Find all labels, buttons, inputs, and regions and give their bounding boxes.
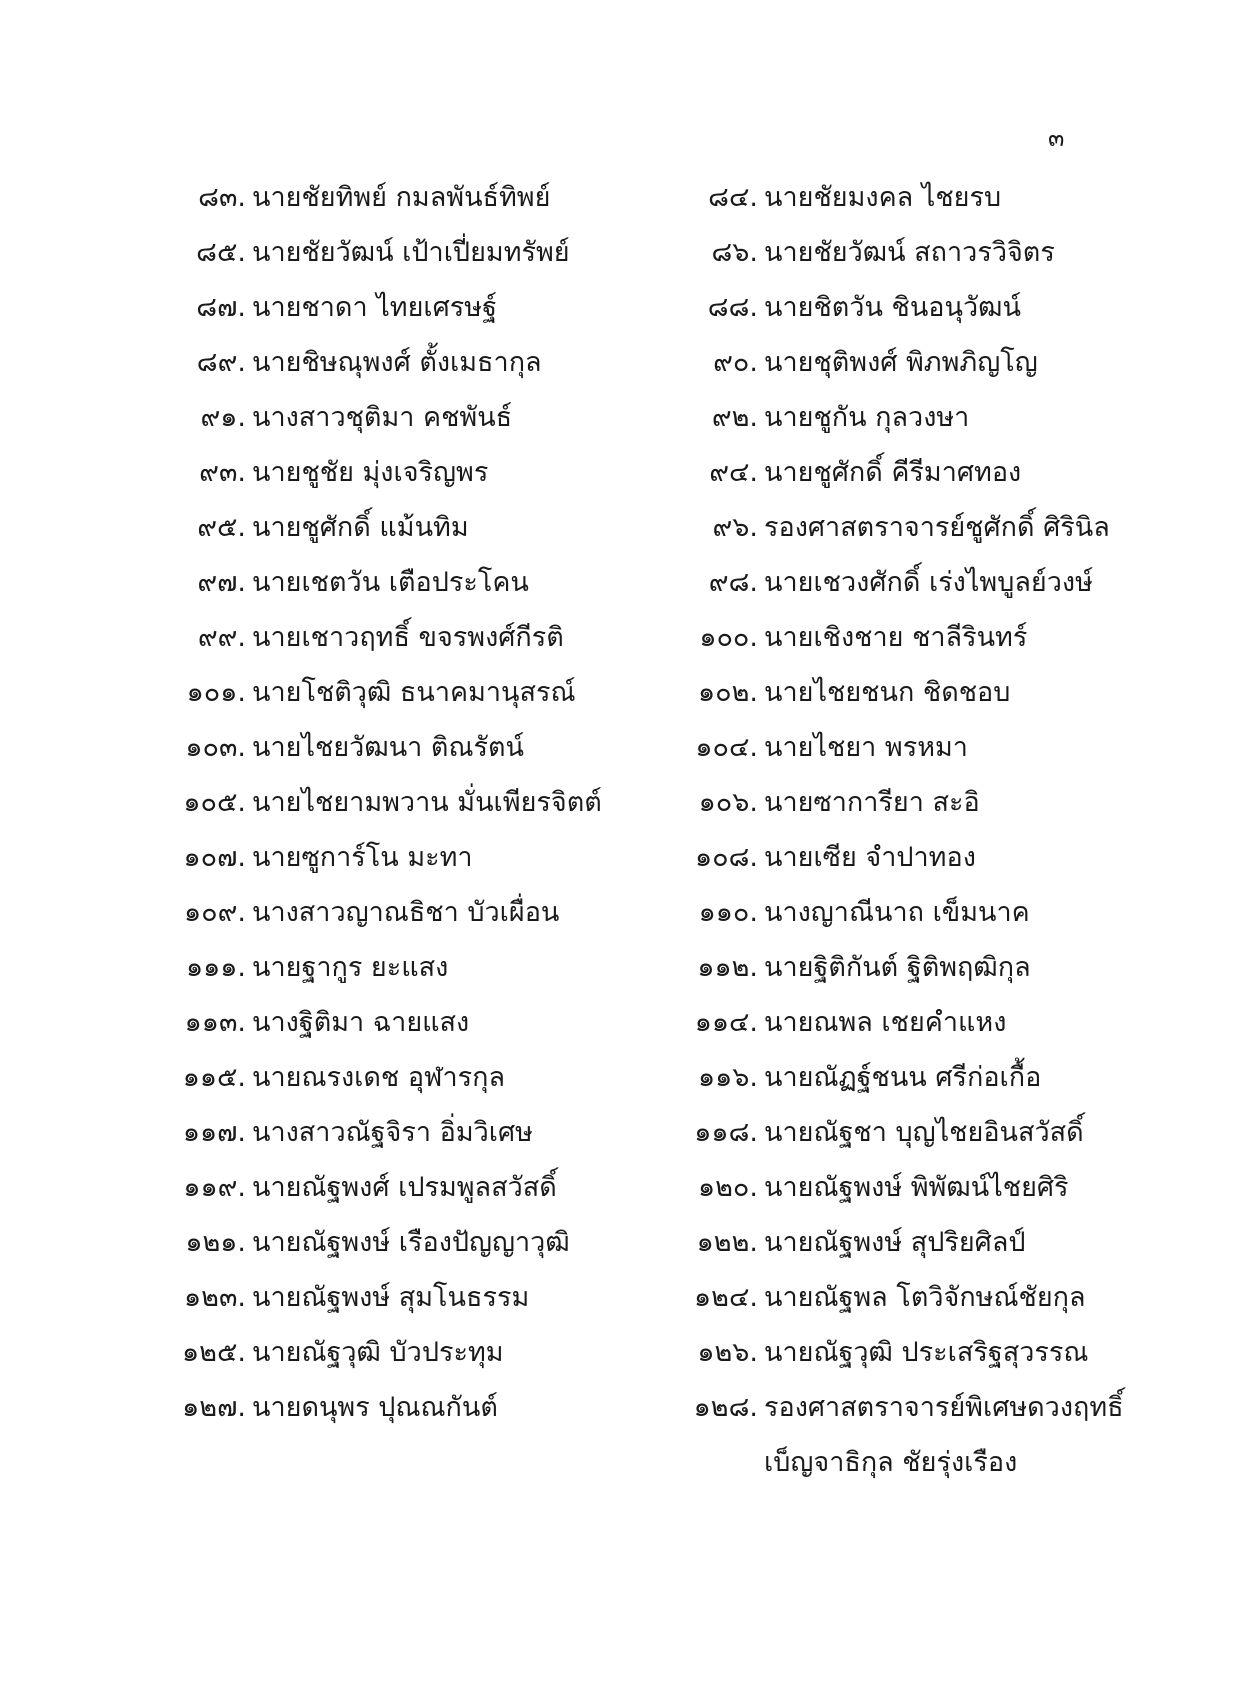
item-name: นายซูการ์โน มะทา bbox=[252, 842, 473, 873]
item-name-block bbox=[252, 563, 529, 603]
item-name-block bbox=[252, 1003, 469, 1043]
item-name-block bbox=[764, 1003, 1006, 1043]
item-name-block bbox=[252, 1168, 557, 1208]
list-item bbox=[630, 948, 1246, 1003]
item-number: ๑๐๐. bbox=[699, 622, 758, 653]
item-name-block bbox=[252, 948, 448, 988]
item-number: ๑๐๗. bbox=[183, 842, 246, 873]
item-name: นายณัฐพงษ์ เรืองปัญญาวุฒิ bbox=[252, 1227, 570, 1258]
list-item bbox=[630, 1003, 1246, 1058]
item-name: นายชิตวัน ชินอนุวัฒน์ bbox=[764, 292, 1021, 323]
list-item bbox=[630, 618, 1246, 673]
list-item bbox=[0, 1168, 630, 1223]
list-item bbox=[0, 563, 630, 618]
item-name-block bbox=[764, 178, 1001, 218]
item-name: นายเซีย จำปาทอง bbox=[764, 842, 976, 873]
item-name-block bbox=[764, 1168, 1069, 1208]
item-number: ๘๘. bbox=[707, 292, 758, 323]
list-item bbox=[630, 563, 1246, 618]
item-name-block bbox=[252, 178, 550, 218]
item-name: นายณัฐพงศ์ เปรมพูลสวัสดิ์ bbox=[252, 1172, 557, 1203]
list-item bbox=[0, 1388, 630, 1443]
item-name-block bbox=[764, 233, 1055, 273]
item-name: นายชาดา ไทยเศรษฐ์ bbox=[252, 292, 497, 323]
list-item bbox=[0, 1223, 630, 1278]
item-name-block bbox=[252, 233, 570, 273]
list-item bbox=[630, 783, 1246, 838]
list-item bbox=[0, 783, 630, 838]
item-name: นายซาการียา สะอิ bbox=[764, 787, 980, 818]
item-number: ๑๑๐. bbox=[698, 897, 758, 928]
item-name: นายณพล เชยคำแหง bbox=[764, 1007, 1007, 1038]
item-number: ๑๑๓. bbox=[184, 1007, 246, 1038]
item-name-block bbox=[252, 728, 524, 768]
item-name-block bbox=[252, 783, 602, 823]
item-number: ๑๐๒. bbox=[698, 677, 758, 708]
item-name: นายไชยชนก ชิดชอบ bbox=[764, 677, 1011, 708]
list-item bbox=[0, 343, 630, 398]
item-number: ๑๒๓. bbox=[184, 1282, 246, 1313]
item-number: ๘๔. bbox=[708, 182, 758, 213]
list-item bbox=[630, 1113, 1246, 1168]
list-item bbox=[630, 398, 1246, 453]
item-name-block bbox=[252, 288, 497, 328]
list-item bbox=[0, 728, 630, 783]
item-name: นางญาณีนาถ เข็มนาค bbox=[764, 897, 1030, 928]
item-name-block bbox=[764, 673, 1010, 713]
item-name-block bbox=[252, 508, 469, 548]
item-number: ๑๐๑. bbox=[186, 677, 246, 708]
item-name: นายชูกัน กุลวงษา bbox=[764, 402, 970, 433]
list-item bbox=[0, 673, 630, 728]
item-number: ๑๑๒. bbox=[697, 952, 758, 983]
item-name-block bbox=[252, 1333, 504, 1373]
item-number: ๑๒๖. bbox=[697, 1337, 758, 1368]
item-name: นายโชติวุฒิ ธนาคมานุสรณ์ bbox=[252, 677, 576, 708]
item-name: นายณรงเดช อุฬารกุล bbox=[252, 1062, 506, 1093]
item-number: ๘๖. bbox=[711, 237, 758, 268]
list-item bbox=[0, 618, 630, 673]
item-name: นายชัยทิพย์ กมลพันธ์ทิพย์ bbox=[252, 182, 551, 213]
item-number: ๑๑๑. bbox=[186, 952, 246, 983]
item-name-block bbox=[764, 948, 1031, 988]
list-item bbox=[0, 1113, 630, 1168]
item-name-block bbox=[252, 618, 564, 658]
item-name: นางสาวณัฐจิรา อิ่มวิเศษ bbox=[252, 1117, 533, 1148]
item-number: ๑๐๓. bbox=[185, 732, 246, 763]
item-name: นายชูชัย มุ่งเจริญพร bbox=[252, 457, 489, 488]
item-number: ๙๐. bbox=[713, 347, 758, 378]
item-number: ๙๔. bbox=[709, 457, 758, 488]
item-name: นายดนุพร ปุณณกันต์ bbox=[252, 1392, 498, 1423]
item-number: ๙๙. bbox=[197, 622, 246, 653]
list-item bbox=[630, 673, 1246, 728]
item-name: รองศาสตราจารย์ชูศักดิ์ ศิรินิล bbox=[764, 512, 1110, 543]
item-name-block bbox=[764, 343, 1038, 383]
item-name-block bbox=[764, 1333, 1088, 1373]
item-name-block bbox=[252, 1278, 529, 1318]
item-name: นายชัยวัฒน์ สถาวรวิจิตร bbox=[764, 237, 1055, 268]
item-name-block bbox=[252, 1113, 533, 1153]
item-name-block bbox=[252, 1388, 498, 1428]
item-name: นายชูศักดิ์ แม้นทิม bbox=[252, 512, 469, 543]
item-name-block bbox=[764, 893, 1030, 933]
item-number: ๑๒๐. bbox=[698, 1172, 758, 1203]
item-number: ๘๙. bbox=[196, 347, 246, 378]
item-name: นางสาวชุติมา คชพันธ์ bbox=[252, 402, 513, 433]
item-number: ๑๐๙. bbox=[184, 897, 246, 928]
item-number: ๙๗. bbox=[197, 567, 246, 598]
item-name-block bbox=[764, 1278, 1086, 1318]
item-name: นายณัฐพล โตวิจักษณ์ชัยกุล bbox=[764, 1282, 1086, 1313]
list-item bbox=[0, 178, 630, 233]
item-number: ๘๓. bbox=[198, 182, 246, 213]
item-name: นายไชยวัฒนา ติณรัตน์ bbox=[252, 732, 524, 763]
list-item bbox=[630, 1278, 1246, 1333]
list-item bbox=[630, 508, 1246, 563]
item-name: นายชัยวัฒน์ เป้าเปี่ยมทรัพย์ bbox=[252, 237, 570, 268]
list-item bbox=[630, 1333, 1246, 1388]
list-item bbox=[0, 233, 630, 288]
list-item bbox=[0, 398, 630, 453]
item-name-block bbox=[764, 783, 980, 823]
item-number: ๑๐๘. bbox=[694, 842, 758, 873]
item-name-block bbox=[252, 1223, 570, 1263]
item-name-block bbox=[252, 893, 559, 933]
item-name: นายณัฐชา บุญไชยอินสวัสดิ์ bbox=[764, 1117, 1084, 1148]
list-item bbox=[630, 838, 1246, 893]
item-name: นายเชิงชาย ชาลีรินทร์ bbox=[764, 622, 1028, 653]
item-number: ๘๗. bbox=[196, 292, 246, 323]
item-name: นายฐากูร ยะแสง bbox=[252, 952, 449, 983]
item-number: ๙๑. bbox=[200, 402, 246, 433]
item-name-block bbox=[764, 508, 1110, 548]
item-number: ๑๒๕. bbox=[182, 1337, 246, 1368]
item-name-block bbox=[764, 838, 976, 878]
item-name: นายณัฐพงษ์ สุมโนธรรม bbox=[252, 1282, 530, 1313]
item-number: ๙๘. bbox=[708, 567, 758, 598]
item-number: ๑๑๗. bbox=[182, 1117, 246, 1148]
list-item bbox=[630, 453, 1246, 508]
list-item bbox=[630, 288, 1246, 343]
list-item bbox=[0, 1278, 630, 1333]
item-number: ๑๑๙. bbox=[183, 1172, 246, 1203]
list-item bbox=[0, 453, 630, 508]
list-item bbox=[630, 1388, 1246, 1478]
item-name-block bbox=[252, 453, 488, 493]
item-name: นายเชวงศักดิ์ เร่งไพบูลย์วงษ์ bbox=[764, 567, 1093, 598]
item-number: ๙๖. bbox=[712, 512, 758, 543]
item-number: ๑๒๒. bbox=[696, 1227, 758, 1258]
list-item bbox=[630, 178, 1246, 233]
list-item bbox=[630, 728, 1246, 783]
item-name: นายณัฐพงษ์ พิพัฒน์ไชยศิริ bbox=[764, 1172, 1069, 1203]
item-name: รองศาสตราจารย์พิเศษดวงฤทธิ์ bbox=[764, 1392, 1124, 1423]
item-name: นางสาวญาณธิชา บัวเผื่อน bbox=[252, 897, 560, 928]
item-name: นายไชยามพวาน มั่นเพียรจิตต์ bbox=[252, 787, 602, 818]
item-number: ๑๐๕. bbox=[183, 787, 246, 818]
list-item bbox=[0, 508, 630, 563]
item-name: นายชุติพงศ์ พิภพภิญโญ bbox=[764, 347, 1038, 378]
item-name-block bbox=[252, 343, 542, 383]
item-number: ๑๒๑. bbox=[185, 1227, 246, 1258]
item-name: นายณัฐวุฒิ ประเสริฐสุวรรณ bbox=[764, 1337, 1089, 1368]
item-name-block bbox=[764, 288, 1021, 328]
item-number: ๑๒๔. bbox=[694, 1282, 758, 1313]
list-item bbox=[0, 838, 630, 893]
item-name-block bbox=[764, 618, 1027, 658]
item-name-block bbox=[764, 1223, 1026, 1263]
item-number: ๑๐๖. bbox=[698, 787, 758, 818]
item-name-block bbox=[764, 398, 969, 438]
list-item bbox=[630, 1168, 1246, 1223]
list-item bbox=[0, 1333, 630, 1388]
item-name-block bbox=[764, 1113, 1084, 1153]
item-name: นายไชยา พรหมา bbox=[764, 732, 968, 763]
item-number: ๑๐๔. bbox=[695, 732, 758, 763]
item-number: ๑๒๗. bbox=[182, 1392, 246, 1423]
list-item bbox=[0, 1003, 630, 1058]
item-number: ๑๑๕. bbox=[182, 1062, 246, 1093]
list-item bbox=[0, 948, 630, 1003]
item-name-block bbox=[252, 838, 473, 878]
item-name-block bbox=[764, 453, 1021, 493]
item-name-continued: เบ็ญจาธิกุล ชัยรุ่งเรือง bbox=[764, 1447, 1018, 1478]
item-name: นายฐิติกันต์ ฐิติพฤฒิกุล bbox=[764, 952, 1031, 983]
item-name: นางฐิติมา ฉายแสง bbox=[252, 1007, 470, 1038]
item-number: ๑๒๘. bbox=[693, 1392, 758, 1423]
item-number: ๑๑๔. bbox=[694, 1007, 758, 1038]
item-number: ๘๕. bbox=[196, 237, 246, 268]
list-item bbox=[0, 893, 630, 948]
names-list bbox=[0, 178, 1246, 1478]
list-item bbox=[0, 288, 630, 343]
item-name-block bbox=[252, 1058, 505, 1098]
item-name: นายชัยมงคล ไชยรบ bbox=[764, 182, 1002, 213]
item-name-block bbox=[764, 1058, 1041, 1098]
list-item bbox=[630, 233, 1246, 288]
item-name-block bbox=[764, 728, 968, 768]
list-item bbox=[0, 1058, 630, 1113]
page-number: ๓ bbox=[1048, 124, 1065, 152]
item-number: ๑๑๖. bbox=[698, 1062, 758, 1093]
item-name: นายเชตวัน เตือประโคน bbox=[252, 567, 529, 598]
item-number: ๙๓. bbox=[199, 457, 246, 488]
list-item bbox=[630, 893, 1246, 948]
item-number: ๙๕. bbox=[197, 512, 246, 543]
list-item bbox=[630, 1058, 1246, 1113]
list-item bbox=[630, 1223, 1246, 1278]
item-number: ๑๑๘. bbox=[694, 1117, 758, 1148]
item-name-block bbox=[764, 563, 1093, 603]
item-name: นายเชาวฤทธิ์ ขจรพงศ์กีรติ bbox=[252, 622, 564, 653]
item-name-block bbox=[252, 398, 512, 438]
item-number: ๙๒. bbox=[711, 402, 758, 433]
item-name: นายณัฐพงษ์ สุปริยศิลป์ bbox=[764, 1227, 1026, 1258]
item-name: นายณัฐวุฒิ บัวประทุม bbox=[252, 1337, 504, 1368]
item-name: นายชิษณุพงศ์ ตั้งเมธากุล bbox=[252, 347, 542, 378]
item-name: นายณัฏฐ์ชนน ศรีก่อเกื้อ bbox=[764, 1062, 1042, 1093]
item-name: นายชูศักดิ์ คีรีมาศทอง bbox=[764, 457, 1022, 488]
item-name-block bbox=[764, 1388, 1124, 1483]
list-item bbox=[630, 343, 1246, 398]
item-name-block bbox=[252, 673, 576, 713]
